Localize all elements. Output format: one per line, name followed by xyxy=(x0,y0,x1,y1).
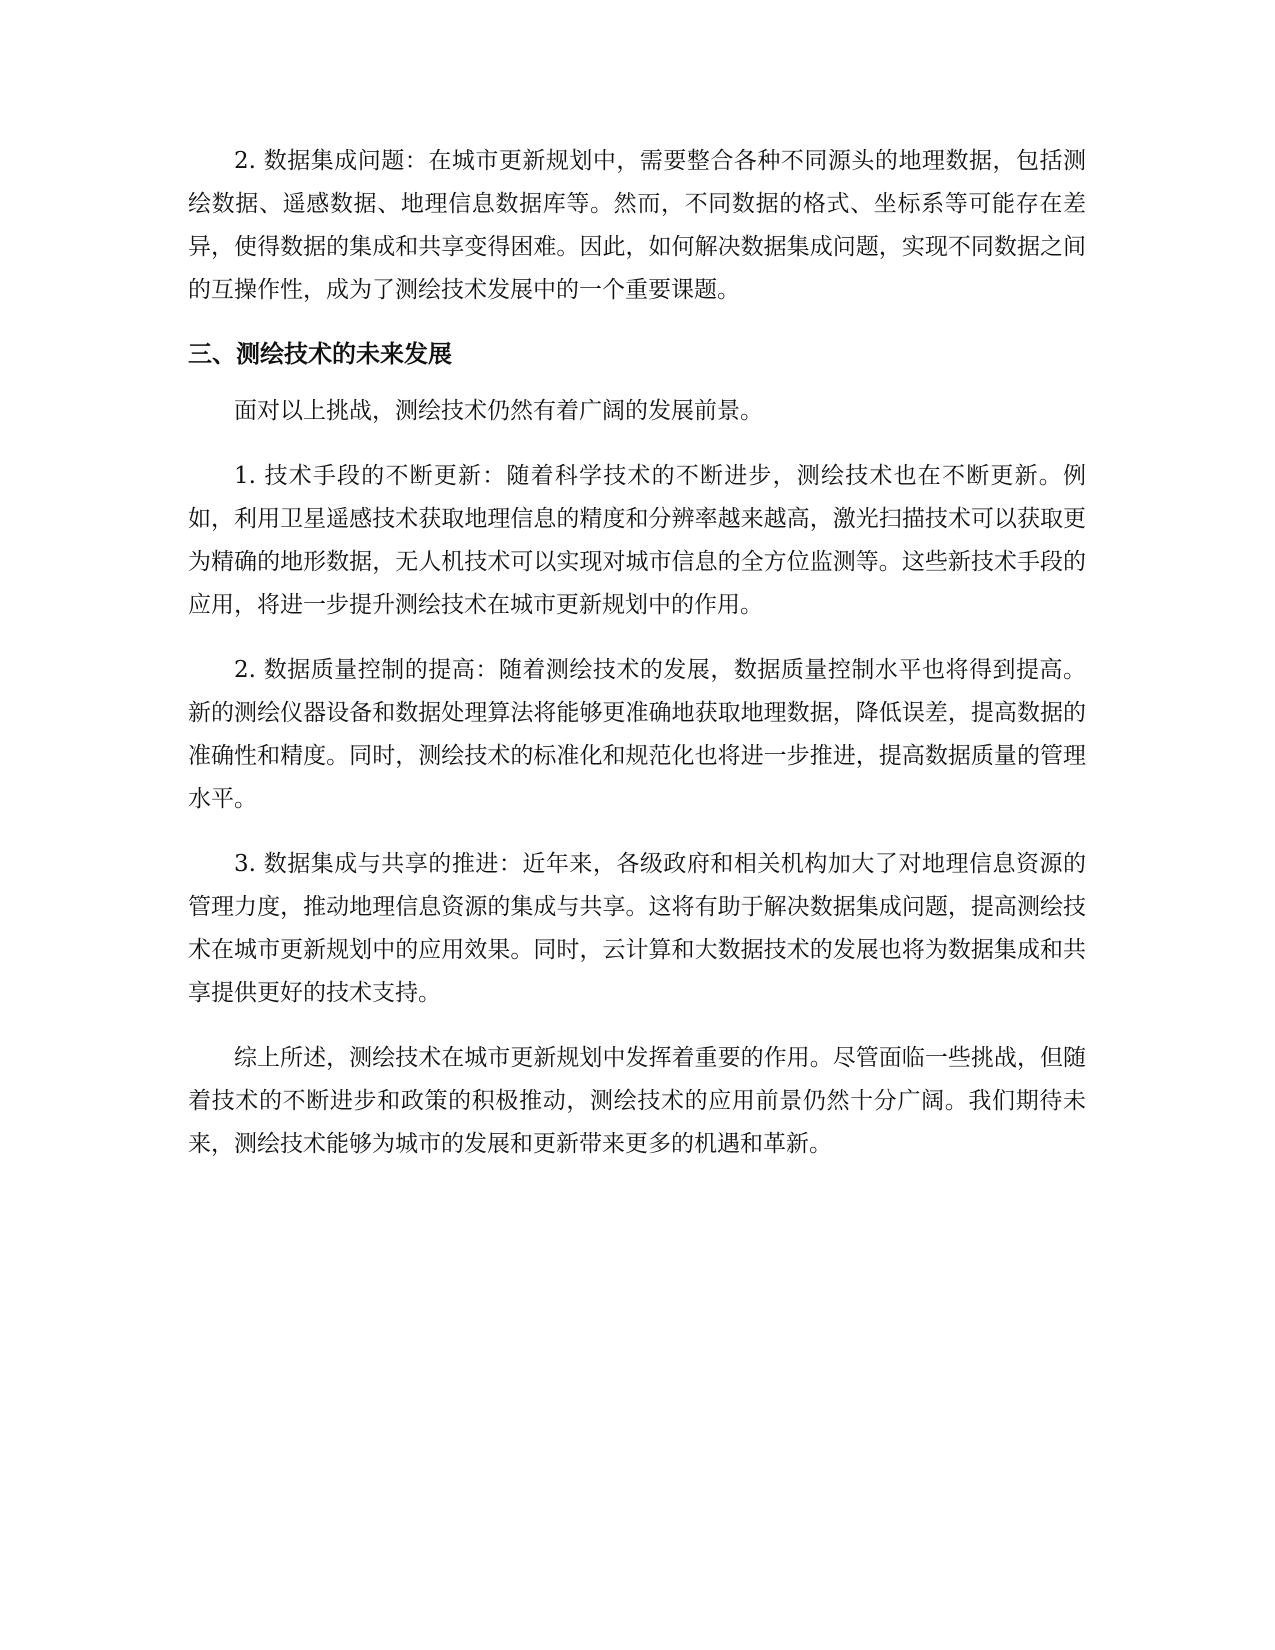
paragraph-tech-update: 1. 技术手段的不断更新：随着科学技术的不断进步，测绘技术也在不断更新。例如，利用卫星遥感技术获取地理信息的精度和分辨率越来越高，激光扫描技术可以获取更为精确的地形数据，无人机技术可以实现对城市信息的全方位监测等。这些新技术手段的应用，将进一步提升测绘技术在城市更新规划中的作用。 xyxy=(188,463,1086,618)
paragraph-data-integration: 2. 数据集成问题：在城市更新规划中，需要整合各种不同源头的地理数据，包括测绘数据、遥感数据、地理信息数据库等。然而，不同数据的格式、坐标系等可能存在差异，使得数据的集成和共享变得困难。因此，如何解决数据集成问题，实现不同数据之间的互操作性，成为了测绘技术发展中的一个重要课题。 xyxy=(188,148,1086,303)
paragraph-integration-sharing: 3. 数据集成与共享的推进：近年来，各级政府和相关机构加大了对地理信息资源的管理力度，推动地理信息资源的集成与共享。这将有助于解决数据集成问题，提高测绘技术在城市更新规划中的应用效果。同时，云计算和大数据技术的发展也将为数据集成和共享提供更好的技术支持。 xyxy=(188,851,1086,1006)
paragraph-intro: 面对以上挑战，测绘技术仍然有着广阔的发展前景。 xyxy=(234,398,763,424)
section-heading: 三、测绘技术的未来发展 xyxy=(188,340,452,368)
paragraph-quality-control: 2. 数据质量控制的提高：随着测绘技术的发展，数据质量控制水平也将得到提高。新的测绘仪器设备和数据处理算法将能够更准确地获取地理数据，降低误差，提高数据的准确性和精度。同时，测绘技术的标准化和规范化也将进一步推进，提高数据质量的管理水平。 xyxy=(188,657,1086,812)
document-page xyxy=(188,140,1086,1188)
paragraph-conclusion: 综上所述，测绘技术在城市更新规划中发挥着重要的作用。尽管面临一些挑战，但随着技术的不断进步和政策的积极推动，测绘技术的应用前景仍然十分广阔。我们期待未来，测绘技术能够为城市的发展和更新带来更多的机遇和革新。 xyxy=(188,1045,1086,1157)
